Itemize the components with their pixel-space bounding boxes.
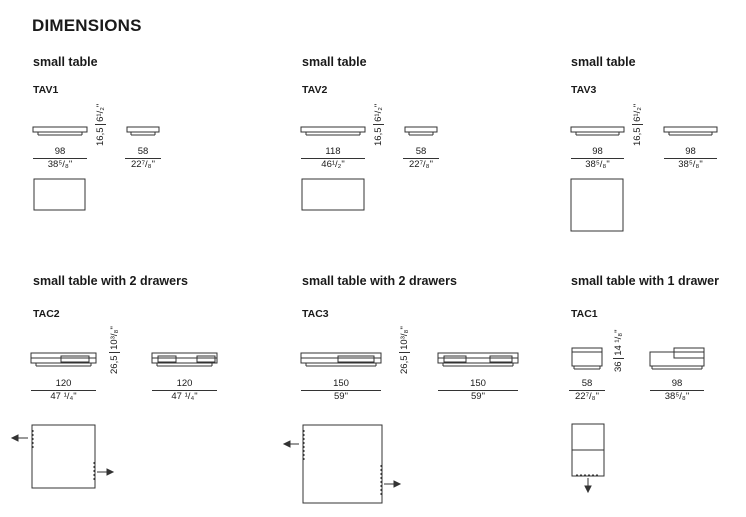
side-depth-dimension: 58 22⁷/₈" <box>125 147 161 170</box>
product-title: small table with 2 drawers <box>33 274 188 288</box>
side-depth-dimension: 150 59" <box>438 379 518 402</box>
front-width-dimension: 150 59" <box>301 379 381 402</box>
product-title: small table with 1 drawer <box>571 274 719 288</box>
product-code: TAC3 <box>302 308 329 320</box>
front-width-dimension: 118 46¹/₂" <box>301 147 365 170</box>
side-depth-dimension: 120 47 ¹/₄" <box>152 379 217 402</box>
height-dimension: 36 14 ¹/₈" <box>613 329 624 372</box>
product-title: small table <box>571 55 636 69</box>
height-dimension: 26,5 10³/₈" <box>399 326 410 374</box>
side-depth-dimension: 98 38⁵/₈" <box>664 147 717 170</box>
height-dimension: 26,5 10³/₈" <box>109 326 120 374</box>
page-heading: DIMENSIONS <box>32 16 142 35</box>
height-dimension: 16,5 6¹/₂" <box>95 103 106 146</box>
product-code: TAC1 <box>571 308 598 320</box>
product-code: TAV2 <box>302 84 328 96</box>
height-dimension: 16,5 6¹/₂" <box>373 103 384 146</box>
product-title: small table <box>302 55 367 69</box>
front-width-dimension: 120 47 ¹/₄" <box>31 379 96 402</box>
side-depth-dimension: 98 38⁵/₈" <box>650 379 704 402</box>
product-title: small table <box>33 55 98 69</box>
product-code: TAV3 <box>571 84 597 96</box>
height-dimension: 16,5 6¹/₂" <box>632 103 643 146</box>
front-width-dimension: 98 38⁵/₈" <box>33 147 87 170</box>
side-depth-dimension: 58 22⁷/₈" <box>403 147 439 170</box>
front-width-dimension: 58 22⁷/₈" <box>569 379 605 402</box>
product-code: TAC2 <box>33 308 60 320</box>
front-width-dimension: 98 38⁵/₈" <box>571 147 624 170</box>
product-title: small table with 2 drawers <box>302 274 457 288</box>
product-code: TAV1 <box>33 84 59 96</box>
